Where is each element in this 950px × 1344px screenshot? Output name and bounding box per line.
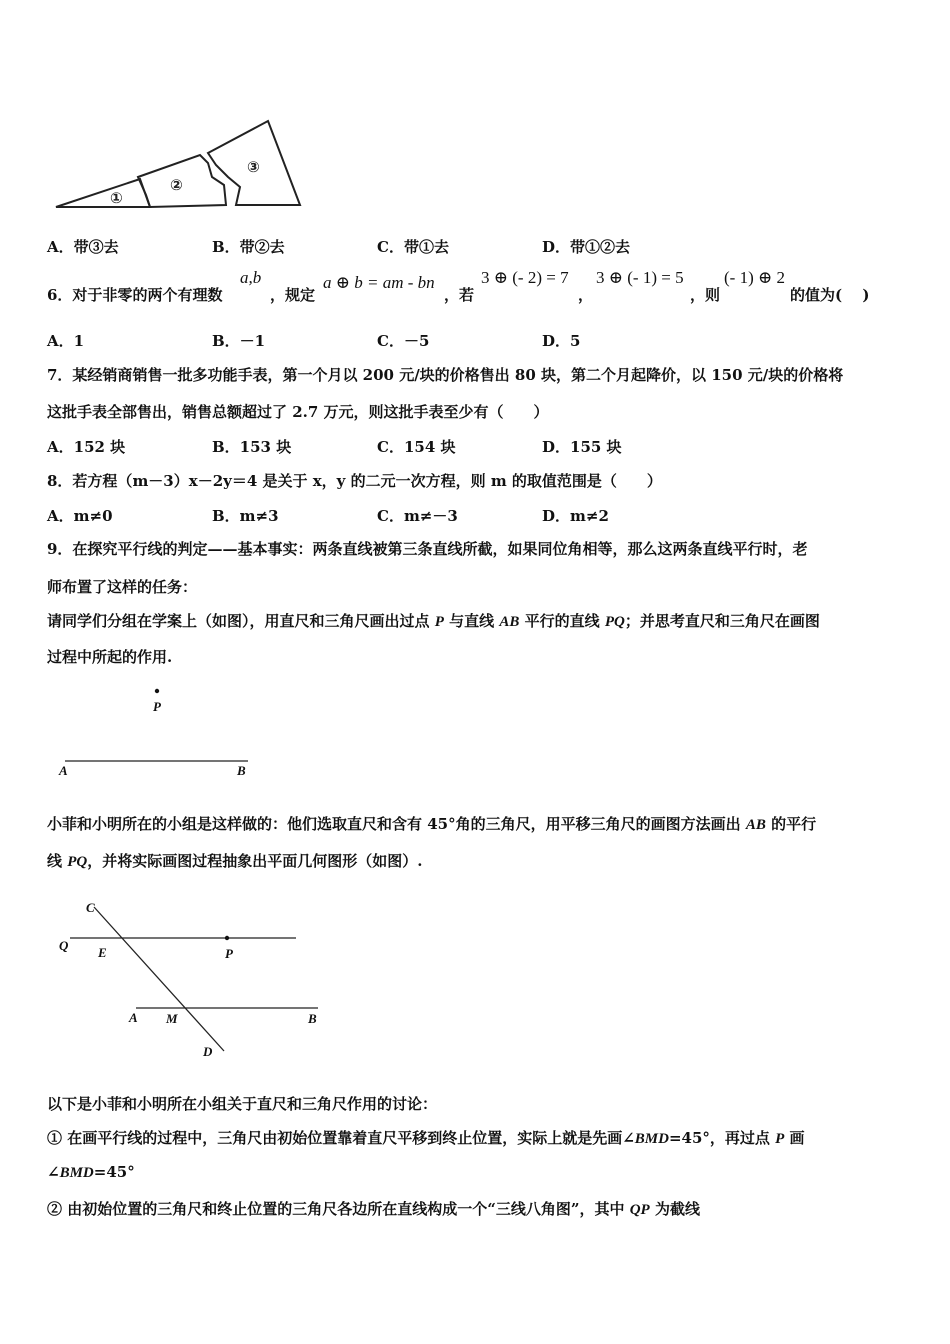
q9-line-10 bbox=[47, 1198, 700, 1219]
broken-triangle-figure bbox=[50, 115, 310, 215]
q5-option-c: C．带①去 bbox=[377, 238, 449, 256]
q6-option-d: D．5 bbox=[542, 332, 581, 350]
q9-line-5-b: 的平行 bbox=[765, 815, 817, 833]
point-a-label: A bbox=[59, 763, 68, 778]
point-c-label: C bbox=[86, 900, 95, 915]
point-b-label: B bbox=[308, 1011, 317, 1026]
q9-line-8-c: 画 bbox=[784, 1129, 805, 1147]
q6-option-a: A．1 bbox=[47, 332, 85, 350]
q9-line-9 bbox=[47, 1163, 135, 1182]
q9-line-9-b: =45° bbox=[93, 1163, 135, 1181]
q9-line-10-a: ② 由初始位置的三角尺和终止位置的三角尺各边所在直线构成一个“三线八角图”，其中 bbox=[47, 1200, 630, 1218]
q9-line-5 bbox=[47, 813, 816, 834]
q5-option-d: D．带①②去 bbox=[542, 238, 631, 256]
q9-line-2: 师布置了这样的任务： bbox=[47, 578, 198, 596]
line-pq-ref: PQ bbox=[604, 614, 625, 630]
piece-3-label: ③ bbox=[247, 158, 260, 176]
q9-line-3-a: 请同学们分组在学案上（如图），用直尺和三角尺画出过点 bbox=[47, 612, 435, 630]
line-cd bbox=[94, 907, 224, 1051]
q6-condition-1: 3 ⊕ (- 2) = 7 bbox=[481, 268, 569, 287]
q7-option-a: A．152 块 bbox=[47, 438, 126, 456]
q9-line-7: 以下是小菲和小明所在小组关于直尺和三角尺作用的讨论： bbox=[47, 1095, 438, 1113]
q6-text-c: ，若 bbox=[444, 286, 475, 304]
angle-bmd-ref: BMD bbox=[634, 1131, 669, 1147]
q9-line-6-b: ，并将实际画图过程抽象出平面几何图形（如图）. bbox=[87, 852, 423, 870]
point-p bbox=[225, 936, 229, 940]
q9-line-5-a: 小菲和小明所在的小组是这样做的：他们选取直尺和含有 45°角的三角尺，用平移三角尺的画图方法画出 bbox=[47, 815, 746, 833]
line-pq-ref-2: PQ bbox=[67, 854, 88, 870]
q5-option-a: A．带③去 bbox=[47, 238, 119, 256]
q6-text-e: 的值为( ) bbox=[790, 286, 870, 304]
q9-line-3-b: 与直线 bbox=[443, 612, 500, 630]
point-m-label: M bbox=[166, 1011, 178, 1026]
q9-line-9-a: ∠ bbox=[47, 1163, 60, 1181]
q9-line-8 bbox=[47, 1127, 805, 1148]
q7-line-1: 7．某经销商销售一批多功能手表，第一个月以 200 元/块的价格售出 80 块，第二个月起降价，以 150 元/块的价格将 bbox=[47, 366, 844, 384]
q9-line-8-b: =45°，再过点 bbox=[668, 1129, 776, 1147]
q9-line-6 bbox=[47, 850, 422, 871]
q7-option-b: B．153 块 bbox=[212, 438, 292, 456]
piece-1-label: ① bbox=[110, 189, 123, 207]
q6-option-c: C．－5 bbox=[377, 332, 430, 350]
q8-option-c: C．m≠－3 bbox=[377, 507, 458, 525]
q8-option-a: A．m≠0 bbox=[47, 507, 113, 525]
q8-option-b: B．m≠3 bbox=[212, 507, 279, 525]
line-ab-ref: AB bbox=[499, 614, 520, 630]
q6-definition: a ⊕ b = am - bn bbox=[323, 273, 435, 292]
point-p-ref-2: P bbox=[775, 1131, 785, 1147]
q9-line-6-a: 线 bbox=[47, 852, 68, 870]
line-qp-ref: QP bbox=[629, 1202, 650, 1218]
line-ab-ref-2: AB bbox=[745, 817, 766, 833]
q6-text-a: 6．对于非零的两个有理数 bbox=[47, 286, 223, 304]
point-b-label: B bbox=[237, 763, 246, 778]
q6-text-b: ，规定 bbox=[270, 286, 316, 304]
piece-2-label: ② bbox=[170, 176, 183, 194]
q9-line-8-a: ① 在画平行线的过程中，三角尺由初始位置靠着直尺平移到终止位置，实际上就是先画∠ bbox=[47, 1129, 635, 1147]
q7-option-c: C．154 块 bbox=[377, 438, 456, 456]
q6-text-d: ，则 bbox=[690, 286, 721, 304]
point-p bbox=[155, 689, 159, 693]
q7-line-2: 这批手表全部售出，销售总额超过了 2.7 万元，则这批手表至少有（ ） bbox=[47, 403, 549, 421]
q6-condition-2: 3 ⊕ (- 1) = 5 bbox=[596, 268, 684, 287]
q9-line-1: 9．在探究平行线的判定——基本事实：两条直线被第三条直线所截，如果同位角相等，那么这两条直线平行时，老 bbox=[47, 540, 808, 558]
piece-1 bbox=[56, 179, 150, 207]
point-line-figure bbox=[50, 682, 280, 782]
q8-option-d: D．m≠2 bbox=[542, 507, 609, 525]
point-d-label: D bbox=[203, 1044, 213, 1059]
angle-bmd-ref-2: BMD bbox=[59, 1165, 94, 1181]
parallel-lines-figure bbox=[50, 895, 340, 1065]
point-p-ref: P bbox=[434, 614, 444, 630]
point-e-label: E bbox=[98, 945, 107, 960]
point-a-label: A bbox=[129, 1010, 138, 1025]
q6-var-ab: a,b bbox=[240, 268, 262, 287]
q9-line-3 bbox=[47, 610, 820, 631]
q5-option-b: B．带②去 bbox=[212, 238, 285, 256]
q6-ask: (- 1) ⊕ 2 bbox=[724, 268, 785, 287]
q9-line-3-d: ；并思考直尺和三角尺在画图 bbox=[624, 612, 820, 630]
q7-option-d: D．155 块 bbox=[542, 438, 622, 456]
q9-line-10-b: 为截线 bbox=[649, 1200, 700, 1218]
point-p-label: P bbox=[225, 946, 233, 961]
q6-comma: ， bbox=[578, 286, 594, 304]
q6-option-b: B．－1 bbox=[212, 332, 266, 350]
point-q-label: Q bbox=[59, 938, 69, 953]
q9-line-4: 过程中所起的作用. bbox=[47, 648, 173, 666]
q8-line-1: 8．若方程（m－3）x－2y＝4 是关于 x，y 的二元一次方程，则 m 的取值范围是（ ） bbox=[47, 472, 662, 490]
q9-line-3-c: 平行的直线 bbox=[519, 612, 605, 630]
point-p-label: P bbox=[153, 699, 161, 714]
